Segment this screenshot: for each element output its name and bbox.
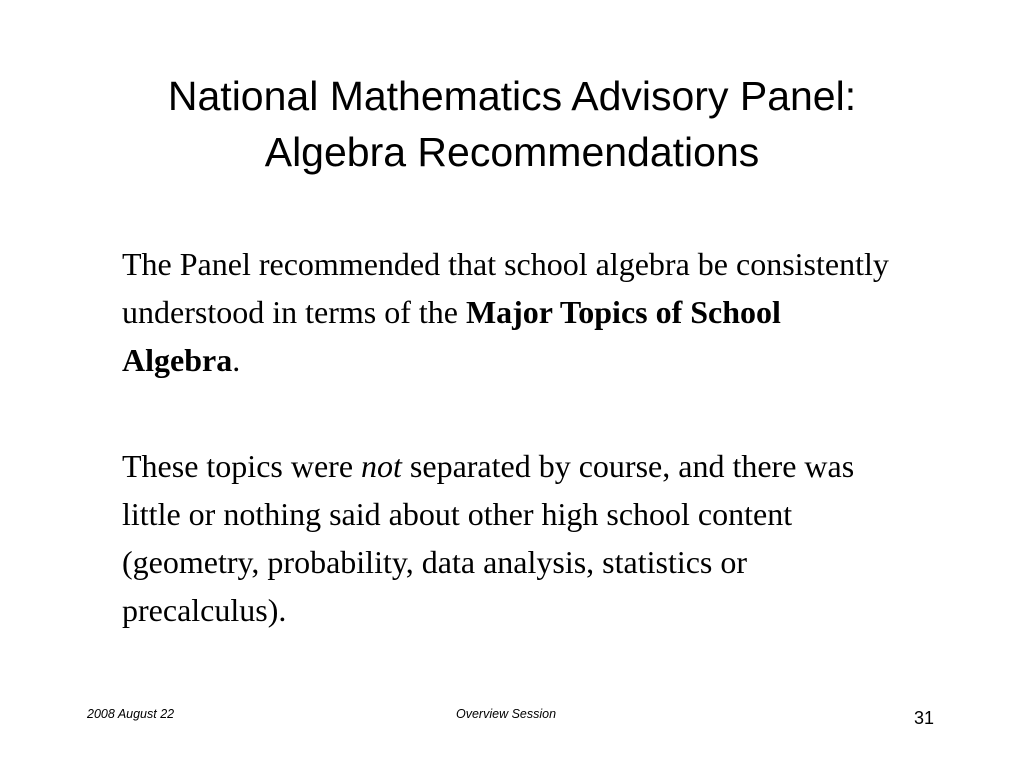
slide-title-line-2: Algebra Recommendations — [264, 129, 760, 175]
paragraph-1-lead: The Panel recommended that school algebra be consistently understood in terms of the — [122, 246, 889, 330]
paragraph-2-tail: separated by course, and there was little or nothing said about other high school content (geometry, probability, data analysis, statistics or precalculus). — [122, 448, 855, 628]
paragraph-topics-note — [122, 442, 902, 634]
paragraph-panel-recommendation — [122, 240, 902, 384]
footer-date: 2008 August 22 — [87, 707, 175, 721]
page-number: 31 — [914, 708, 935, 728]
slide-title-line-1: National Mathematics Advisory Panel: — [167, 73, 857, 119]
paragraph-2-lead: These topics were — [122, 448, 362, 484]
paragraph-1-tail: . — [232, 342, 241, 378]
slide-body — [122, 240, 902, 634]
not-emphasis: not — [361, 448, 402, 484]
major-topics-emphasis: Major Topics of School Algebra — [122, 294, 781, 378]
slide-title — [30, 68, 994, 180]
footer-session: Overview Session — [456, 707, 557, 721]
